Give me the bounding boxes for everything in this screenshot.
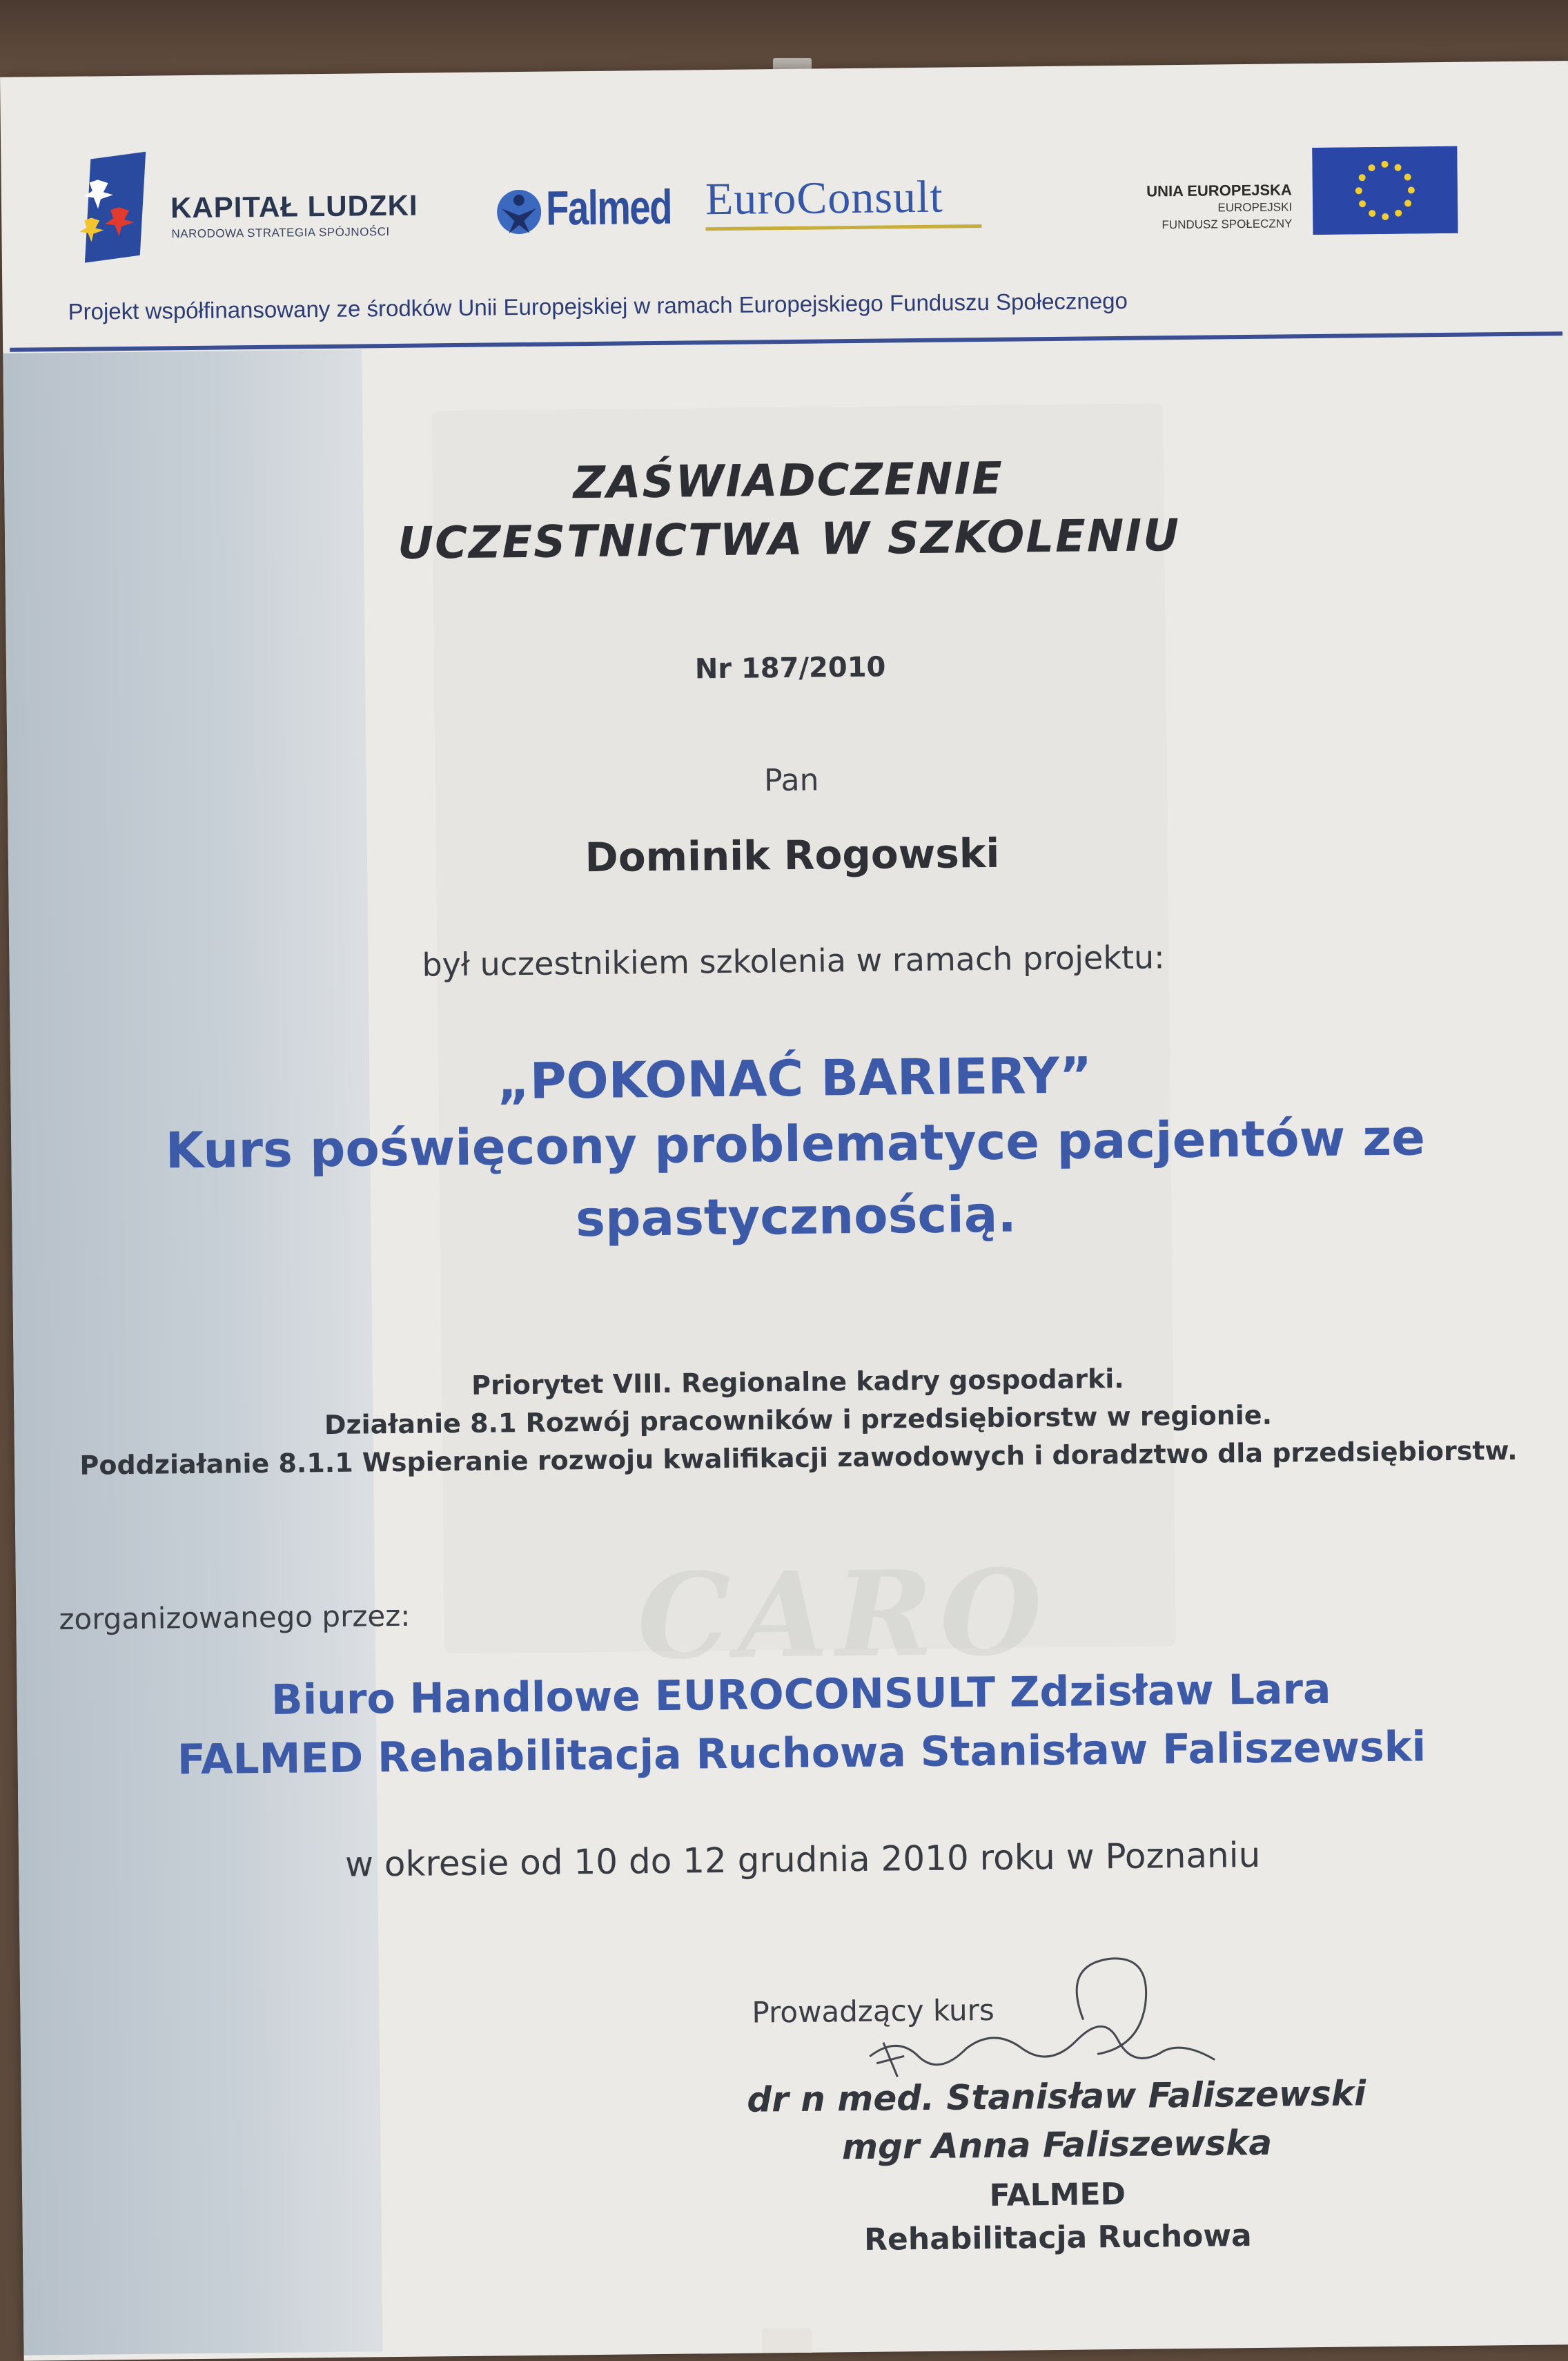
certificate-number: Nr 187/2010 — [694, 651, 886, 686]
eu-title: UNIA EUROPEJSKA — [1146, 181, 1293, 200]
organizer-2: FALMED Rehabilitacja Ruchowa Stanisław Faliszewski — [177, 1722, 1427, 1785]
euroconsult-name: EuroConsult — [705, 171, 944, 225]
watermark-logo-text: CARO — [636, 1544, 1050, 1687]
signatory-1: dr n med. Stanisław Faliszewski — [747, 2073, 1366, 2120]
course-period: w okresie od 10 do 12 grudnia 2010 roku w Poznaniu — [344, 1834, 1261, 1885]
kapital-ludzki-name: KAPITAŁ LUDZKI — [170, 188, 418, 224]
eu-subtitle-line1: EUROPEJSKI — [1217, 200, 1293, 215]
signatory-org-line2: Rehabilitacja Ruchowa — [863, 2218, 1252, 2257]
kapital-ludzki-subtitle: NARODOWA STRATEGIA SPÓJNOŚCI — [171, 224, 390, 241]
project-subtitle-line2: spastycznością. — [575, 1185, 1017, 1248]
salutation: Pan — [763, 762, 819, 799]
signatory-2: mgr Anna Faliszewska — [841, 2122, 1273, 2168]
subaction-line: Poddziałanie 8.1.1 Wspieranie rozwoju kwalifikacji zawodowych i doradztwo dla przedsiębiorstw. — [79, 1435, 1518, 1481]
falmed-name: Falmed — [545, 179, 672, 235]
kapital-ludzki-logo-icon — [77, 152, 154, 263]
falmed-logo — [495, 175, 672, 237]
organizer-1: Biuro Handlowe EUROCONSULT Zdzisław Lara — [271, 1664, 1331, 1724]
project-title: „POKONAĆ BARIERY” — [496, 1046, 1092, 1111]
signature-label: Prowadzący kurs — [752, 1992, 994, 2030]
participation-text: był uczestnikiem szkolenia w ramach projektu: — [422, 938, 1165, 984]
certificate-title-line1: ZAŚWIADCZENIE — [573, 453, 1004, 509]
eu-subtitle-line2: FUNDUSZ SPOŁECZNY — [1162, 217, 1293, 232]
cofinancing-statement: Projekt współfinansowany ze środków Unii Europejskiej w ramach Europejskiego Funduszu Społecznego — [68, 287, 1128, 324]
signatory-org-line1: FALMED — [989, 2176, 1126, 2214]
priority-line: Priorytet VIII. Regionalne kadry gospodarki. — [471, 1363, 1124, 1401]
certificate-page — [0, 61, 1568, 2361]
organizer-label: zorganizowanego przez: — [59, 1598, 411, 1637]
action-line: Działanie 8.1 Rozwój pracowników i przedsiębiorstw w regionie. — [324, 1399, 1273, 1441]
decorative-side-band — [3, 349, 382, 2355]
participant-name: Dominik Rogowski — [585, 829, 1000, 882]
certificate-title-line2: UCZESTNICTWA W SZKOLENIU — [397, 510, 1181, 570]
project-subtitle-line1: Kurs poświęcony problematyce pacjentów ze — [165, 1108, 1426, 1180]
falmed-figure-icon — [495, 188, 544, 237]
frame-clip-bottom — [762, 2328, 812, 2353]
header-divider — [10, 331, 1562, 352]
eu-flag-icon — [1312, 146, 1458, 235]
